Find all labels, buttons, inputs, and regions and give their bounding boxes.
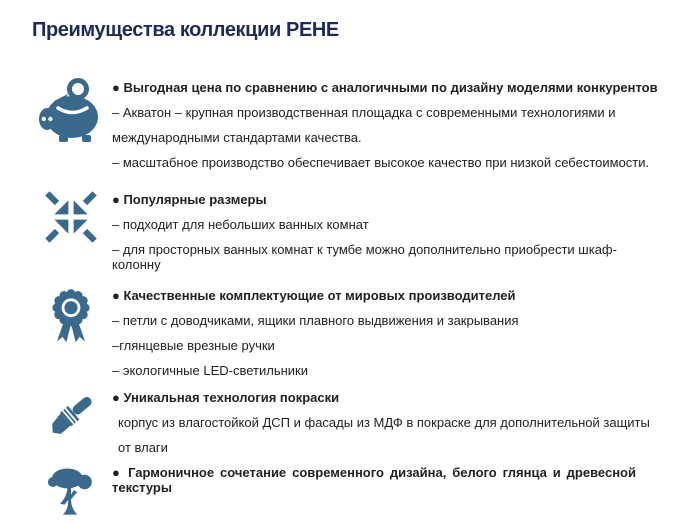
advantage-text-sizes [112,192,664,282]
advantage-line: – экологичные LED-светильники [112,363,308,378]
award-medal-icon [30,285,112,351]
advantage-text-components [112,288,664,388]
piggy-bank-icon [30,77,112,143]
advantage-line: – петли с доводчиками, ящики плавного выдвижения и закрывания [112,313,519,328]
paintbrush-icon [30,387,112,443]
advantage-heading: ● Гармоничное сочетание современного дизайна, белого глянца и древесной текстуры [112,465,636,495]
advantage-heading: ● Популярные размеры [112,192,267,207]
advantage-line: корпус из влагостойкой ДСП и фасады из МДФ в покраске для дополнительной защиты [118,415,650,430]
advantage-section-components [30,288,664,388]
advantage-section-price [30,80,664,180]
page-title: Преимущества коллекции РЕНЕ [32,19,339,41]
advantage-line: от влаги [118,440,168,455]
advantage-heading: ● Выгодная цена по сравнению с аналогичными по дизайну моделями конкурентов [112,80,658,95]
advantage-text-price [112,80,664,180]
advantage-line: – для просторных ванных комнат к тумбе можно дополнительно приобрести шкаф-колонну [112,242,617,272]
advantage-section-sizes [30,192,664,282]
advantage-line: – Акватон – крупная производственная площадка с современными технологиями и [112,105,616,120]
advantage-section-paint [30,390,664,465]
advantage-line: –глянцевые врезные ручки [112,338,275,353]
advantage-line: – подходит для небольших ванных комнат [112,217,369,232]
advantage-section-design [30,465,664,522]
advantage-text-paint [112,390,664,465]
advantage-heading: ● Уникальная технология покраски [112,390,340,405]
advantage-text-design [112,465,664,505]
advantage-heading: ● Качественные комплектующие от мировых производителей [112,288,516,303]
tree-icon [30,462,112,522]
advantage-line: международными стандартами качества. [112,130,362,145]
converge-arrows-icon [30,189,112,245]
advantage-line: – масштабное производство обеспечивает высокое качество при низкой себестоимости. [112,155,650,170]
